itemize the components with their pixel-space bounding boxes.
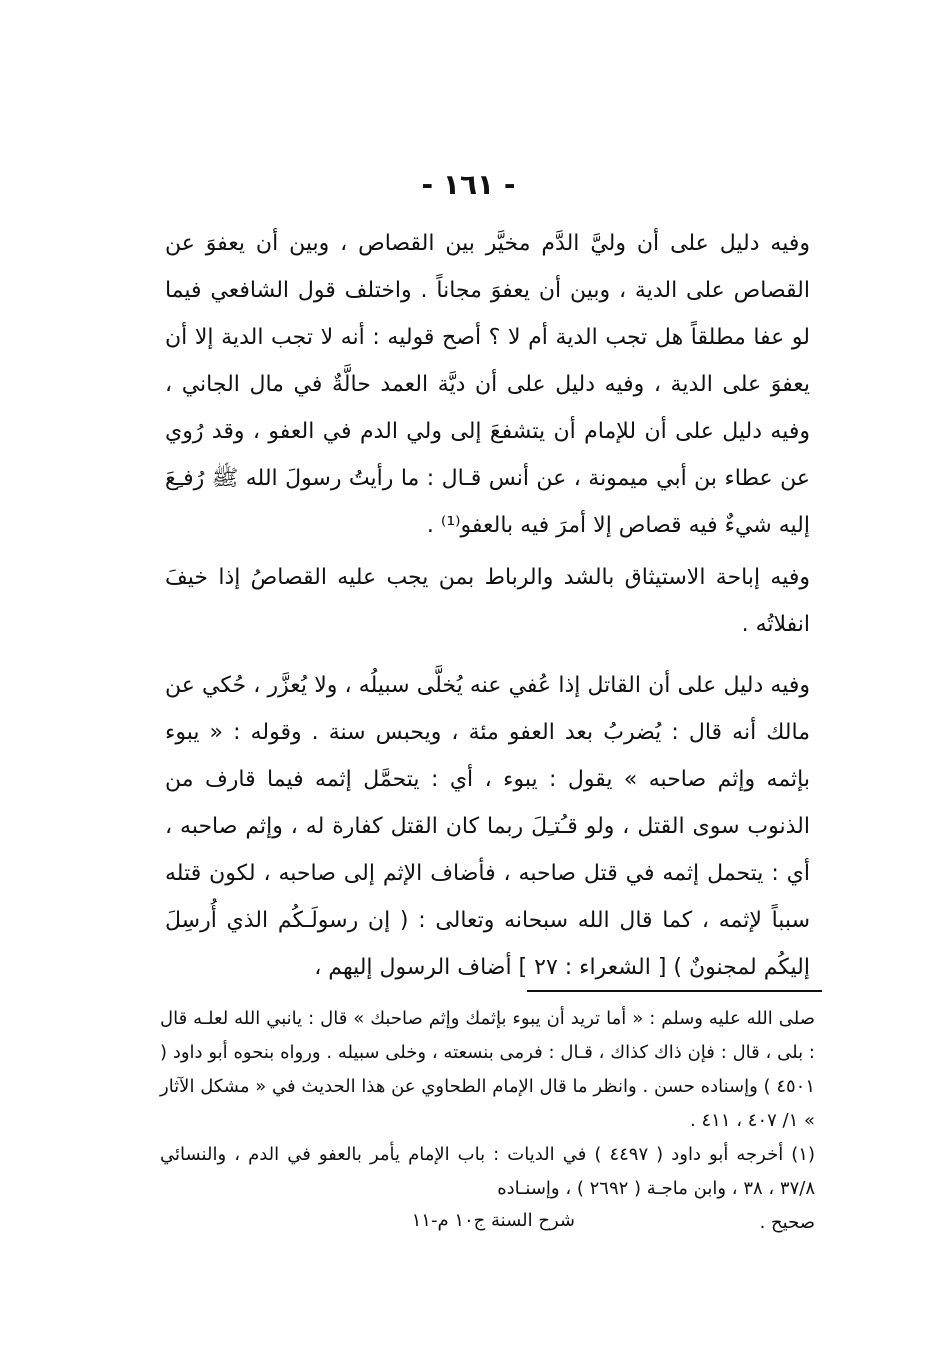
footnote-bottom-line	[160, 1206, 815, 1240]
paragraph-text: وفيه دليل على أن القاتل إذا عُفي عنه يُخلَّى سبيلُه ، ولا يُعزَّر ، حُكي عن مالك أنه قال : يُضربُ بعد العفو مئة ، ويحبس سنة . وقوله : « يبوء بإثمه وإثم صاحبه » يقول : يبوء ، أي : يتحمَّل إثمه فيما قارف من الذنوب سوى القتل ، ولو قـُتـِلَ ربما كان القتل كفارة له ، وإثم صاحبه ، أي : يتحمل إثمه في قتل صاحبه ، فأضاف الإثم إلى صاحبه ، لكون قتله سبباً لإثمه ، كما قال الله سبحانه وتعالى : ( إن رسولَـكُم الذي أُرسِلَ إليكُم لمجنونٌ ) [ الشعراء : ٢٧ ] أضاف الرسول إليهم ،	[165, 673, 810, 980]
body-paragraph-1	[165, 220, 810, 549]
body-paragraph-2	[165, 554, 810, 648]
footnote-continuation: صلى الله عليه وسلم : « أما تريد أن يبوء بإثمك وإثم صاحبك » قال : يانبي الله لعلـه قال : بلى ، قال : فإن ذاك كذاك ، قـال : فرمى بنسعته ، وخلى سبيله . ورواه بنحوه أبو داود ( ٤٥٠١ ) وإسناده حسن . وانظر ما قال الإمام الطحاوي عن هذا الحديث في « مشكل الآثار » ١/ ٤٠٧ ، ٤١١ .	[160, 1008, 815, 1131]
signature-mark: شرح السنة ج١٠ م-١١	[411, 1210, 575, 1231]
paragraph-text: وفيه دليل على أن وليَّ الدَّم مخيَّر بين القصاص ، وبين أن يعفوَ عن القصاص على الدية ، وبين أن يعفوَ مجاناً . واختلف قول الشافعي فيما لو عفا مطلقاً هل تجب الدية أم لا ؟ أصح قوليه : أنه لا تجب الدية إلا أن يعفوَ على الدية ، وفيه دليل على أن ديَّة العمد حالَّةٌ في مال الجاني ، وفيه دليل على أن للإمام أن يتشفعَ إلى ولي الدم في العفو ، وقد رُوي عن عطاء بن أبي ميمونة ، عن أنس قـال : ما رأيتُ رسولَ الله ﷺ رُفـِعَ إليه شيءٌ فيه قصاص إلا أمرَ فيه بالعفو⁽¹⁾ .	[165, 231, 810, 538]
body-paragraph-3	[165, 662, 810, 991]
paragraph-text: وفيه إباحة الاستيثاق بالشد والرباط بمن يجب عليه القصاصُ إذا خيفَ انفلاتُه .	[165, 565, 810, 637]
page-number: - ١٦١ -	[421, 168, 516, 201]
footnotes	[160, 1002, 815, 1240]
footnote-divider	[527, 990, 822, 992]
footnote-1: (١) أخرجه أبو داود ( ٤٤٩٧ ) في الديات : باب الإمام يأمر بالعفو في الدم ، والنسائي ٣٧/٨ ، ٣٨ ، وابن ماجـة ( ٢٦٩٢ ) ، وإسنـاده	[160, 1144, 815, 1199]
footnote-1-end: صحيح .	[759, 1212, 815, 1233]
